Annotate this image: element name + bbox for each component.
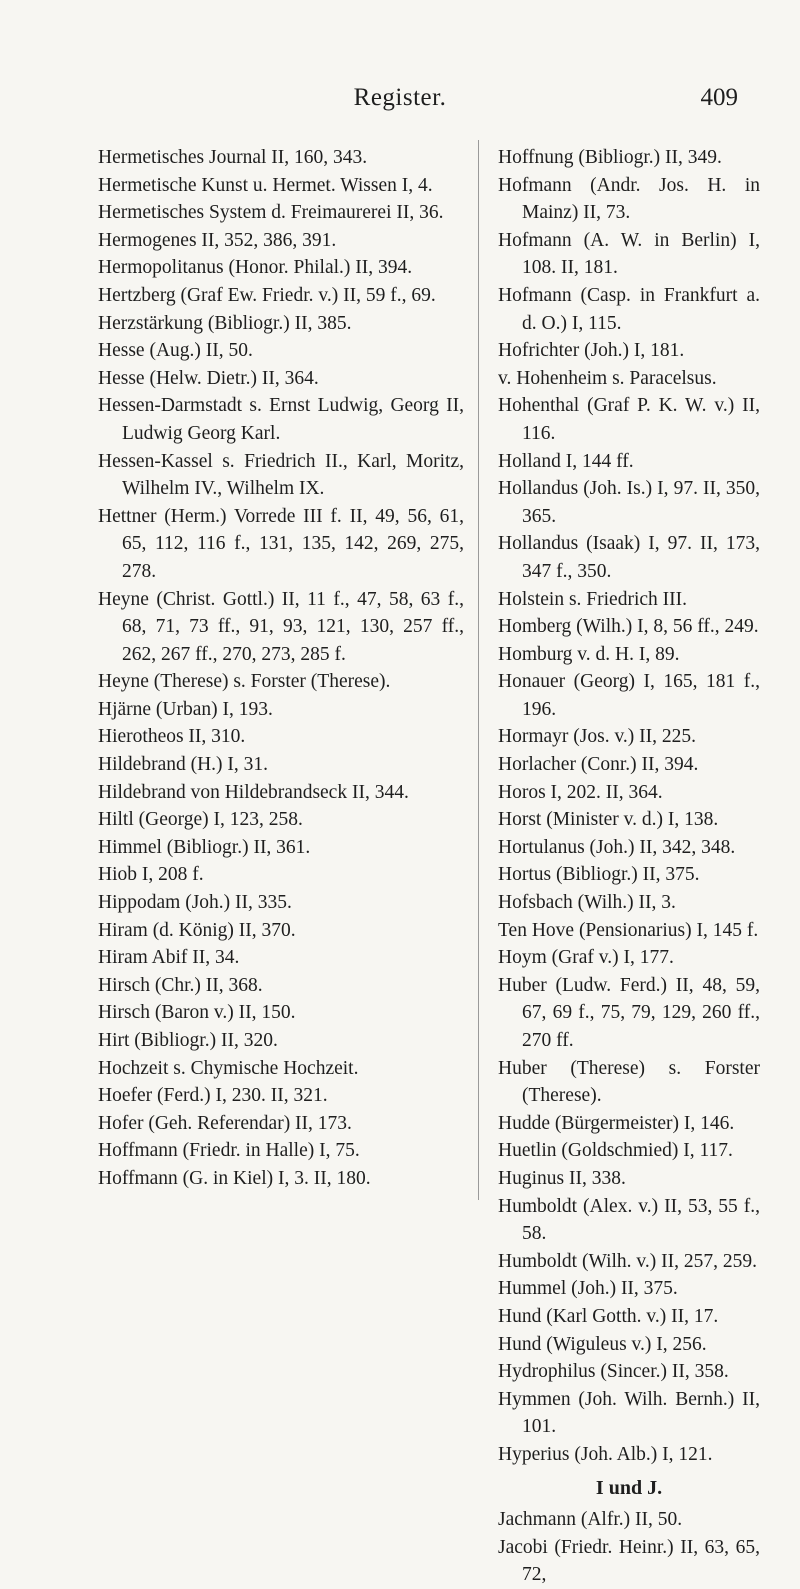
index-entry: Hofer (Geh. Referendar) II, 173. xyxy=(98,1112,352,1134)
running-title: Register. xyxy=(353,84,447,111)
index-entry: Hund (Wiguleus v.) I, 256. xyxy=(498,1333,707,1355)
left-index-column xyxy=(98,144,464,1193)
index-entry: Heyne (Therese) s. Forster (Therese). xyxy=(98,671,391,693)
index-entry: Jacobi (Friedr. Heinr.) II, 63, 65, 72, xyxy=(498,1536,760,1586)
index-entry: Horst (Minister v. d.) I, 138. xyxy=(498,809,719,831)
section-heading-i-j: I und J. xyxy=(595,1476,663,1499)
index-entry: Hoffnung (Bibliogr.) II, 349. xyxy=(498,147,722,168)
index-entry: Hortus (Bibliogr.) II, 375. xyxy=(498,864,700,886)
column-divider xyxy=(478,140,479,1200)
page-header xyxy=(0,84,800,116)
index-entry: Hiltl (George) I, 123, 258. xyxy=(98,809,303,831)
index-entry: Hortulanus (Joh.) II, 342, 348. xyxy=(498,836,736,858)
index-entry: Hummel (Joh.) II, 375. xyxy=(498,1278,678,1300)
index-entry: Hermetisches Journal II, 160, 343. xyxy=(98,147,368,168)
index-entry: Hudde (Bürgermeister) I, 146. xyxy=(498,1112,735,1134)
index-entry: Hiob I, 208 f. xyxy=(98,864,204,886)
index-entry: Hirsch (Baron v.) II, 150. xyxy=(98,1002,296,1024)
right-index-column xyxy=(498,144,760,1589)
index-entry: Heyne (Christ. Gottl.) II, 11 f., 47, 58, 63 f., 68, 71, 73 ff., 91, 93, 121, 130, 257 ff., 262, 267 ff., 270, 273, 285 f. xyxy=(98,588,464,665)
index-entry: Hofmann (Andr. Jos. H. in Mainz) II, 73. xyxy=(498,174,760,224)
index-entry: v. Hohenheim s. Paracelsus. xyxy=(498,367,717,389)
index-entry: Holland I, 144 ff. xyxy=(498,450,634,472)
index-entry: Honauer (Georg) I, 165, 181 f., 196. xyxy=(498,671,760,720)
index-entry: Hermetisches System d. Freimaurerei II, 36. xyxy=(98,202,444,224)
index-entry: Himmel (Bibliogr.) II, 361. xyxy=(98,836,311,858)
index-entry: Hessen-Kassel s. Friedrich II., Karl, Moritz, Wilhelm IV., Wilhelm IX. xyxy=(98,450,464,500)
index-entry: Hoffmann (Friedr. in Halle) I, 75. xyxy=(98,1140,360,1162)
index-entry: Hermetische Kunst u. Hermet. Wissen I, 4. xyxy=(98,174,433,196)
index-entry: Huginus II, 338. xyxy=(498,1167,626,1189)
index-entry: Hofrichter (Joh.) I, 181. xyxy=(498,340,685,362)
index-entry: Hoffmann (G. in Kiel) I, 3. II, 180. xyxy=(98,1167,371,1189)
index-entry: Huetlin (Goldschmied) I, 117. xyxy=(498,1140,733,1162)
index-entry: Hofmann (A. W. in Berlin) I, 108. II, 181. xyxy=(498,229,760,279)
index-entry: Hoefer (Ferd.) I, 230. II, 321. xyxy=(98,1085,328,1107)
index-entry: Horos I, 202. II, 364. xyxy=(498,781,663,803)
index-entry: Hermopolitanus (Honor. Philal.) II, 394. xyxy=(98,257,413,279)
index-entry: Hiram (d. König) II, 370. xyxy=(98,919,296,941)
index-entry: Hessen-Darmstadt s. Ernst Ludwig, Georg II, Ludwig Georg Karl. xyxy=(98,395,464,444)
index-entry: Hollandus (Isaak) I, 97. II, 173, 347 f., 350. xyxy=(498,533,760,582)
page-number: 409 xyxy=(700,84,738,111)
index-entry: Hofmann (Casp. in Frankfurt a. d. O.) I, 115. xyxy=(498,284,760,334)
index-entry: Hildebrand von Hildebrandseck II, 344. xyxy=(98,781,409,803)
index-entry: Humboldt (Wilh. v.) II, 257, 259. xyxy=(498,1250,758,1272)
index-entry: Hirsch (Chr.) II, 368. xyxy=(98,974,263,996)
index-entry: Hippodam (Joh.) II, 335. xyxy=(98,892,292,914)
index-entry: Hormayr (Jos. v.) II, 225. xyxy=(498,726,697,748)
index-entry: Hjärne (Urban) I, 193. xyxy=(98,698,273,720)
index-entry: Herzstärkung (Bibliogr.) II, 385. xyxy=(98,312,352,334)
index-entry: Homburg v. d. H. I, 89. xyxy=(498,643,680,665)
index-entry: Hyperius (Joh. Alb.) I, 121. xyxy=(498,1443,713,1465)
index-entry: Hierotheos II, 310. xyxy=(98,726,246,748)
index-entry: Huber (Ludw. Ferd.) II, 48, 59, 67, 69 f., 75, 79, 129, 260 ff., 270 ff. xyxy=(498,974,760,1051)
index-entry: Hollandus (Joh. Is.) I, 97. II, 350, 365. xyxy=(498,478,760,527)
index-entry: Hesse (Aug.) II, 50. xyxy=(98,340,253,362)
index-entry: Hoym (Graf v.) I, 177. xyxy=(498,947,674,969)
index-entry: Hymmen (Joh. Wilh. Bernh.) II, 101. xyxy=(498,1388,760,1438)
index-entry: Hettner (Herm.) Vorrede III f. II, 49, 56, 61, 65, 112, 116 f., 131, 135, 142, 269, 275, 278. xyxy=(98,505,464,582)
index-entry: Hertzberg (Graf Ew. Friedr. v.) II, 59 f., 69. xyxy=(98,284,436,306)
index-entry: Holstein s. Friedrich III. xyxy=(498,588,688,610)
index-entry: Hydrophilus (Sincer.) II, 358. xyxy=(498,1361,729,1383)
index-entry: Hesse (Helw. Dietr.) II, 364. xyxy=(98,367,319,389)
index-entry: Hochzeit s. Chymische Hochzeit. xyxy=(98,1057,359,1079)
index-entry: Horlacher (Conr.) II, 394. xyxy=(498,754,699,776)
right-entries-after-heading xyxy=(498,1506,760,1589)
index-entry: Hund (Karl Gotth. v.) II, 17. xyxy=(498,1305,719,1327)
index-entry: Hiram Abif II, 34. xyxy=(98,947,240,969)
index-entry: Jachmann (Alfr.) II, 50. xyxy=(498,1509,683,1531)
index-entry: Hirt (Bibliogr.) II, 320. xyxy=(98,1030,278,1051)
index-entry: Hofsbach (Wilh.) II, 3. xyxy=(498,892,676,914)
index-entry: Hohenthal (Graf P. K. W. v.) II, 116. xyxy=(498,395,760,444)
index-entry: Hermogenes II, 352, 386, 391. xyxy=(98,229,337,251)
index-entry: Humboldt (Alex. v.) II, 53, 55 f., 58. xyxy=(498,1195,760,1245)
index-entry: Homberg (Wilh.) I, 8, 56 ff., 249. xyxy=(498,616,759,638)
index-entry: Hildebrand (H.) I, 31. xyxy=(98,754,269,776)
index-entry: Ten Hove (Pensionarius) I, 145 f. xyxy=(498,919,759,941)
index-entry: Huber (Therese) s. Forster (Therese). xyxy=(498,1057,760,1107)
